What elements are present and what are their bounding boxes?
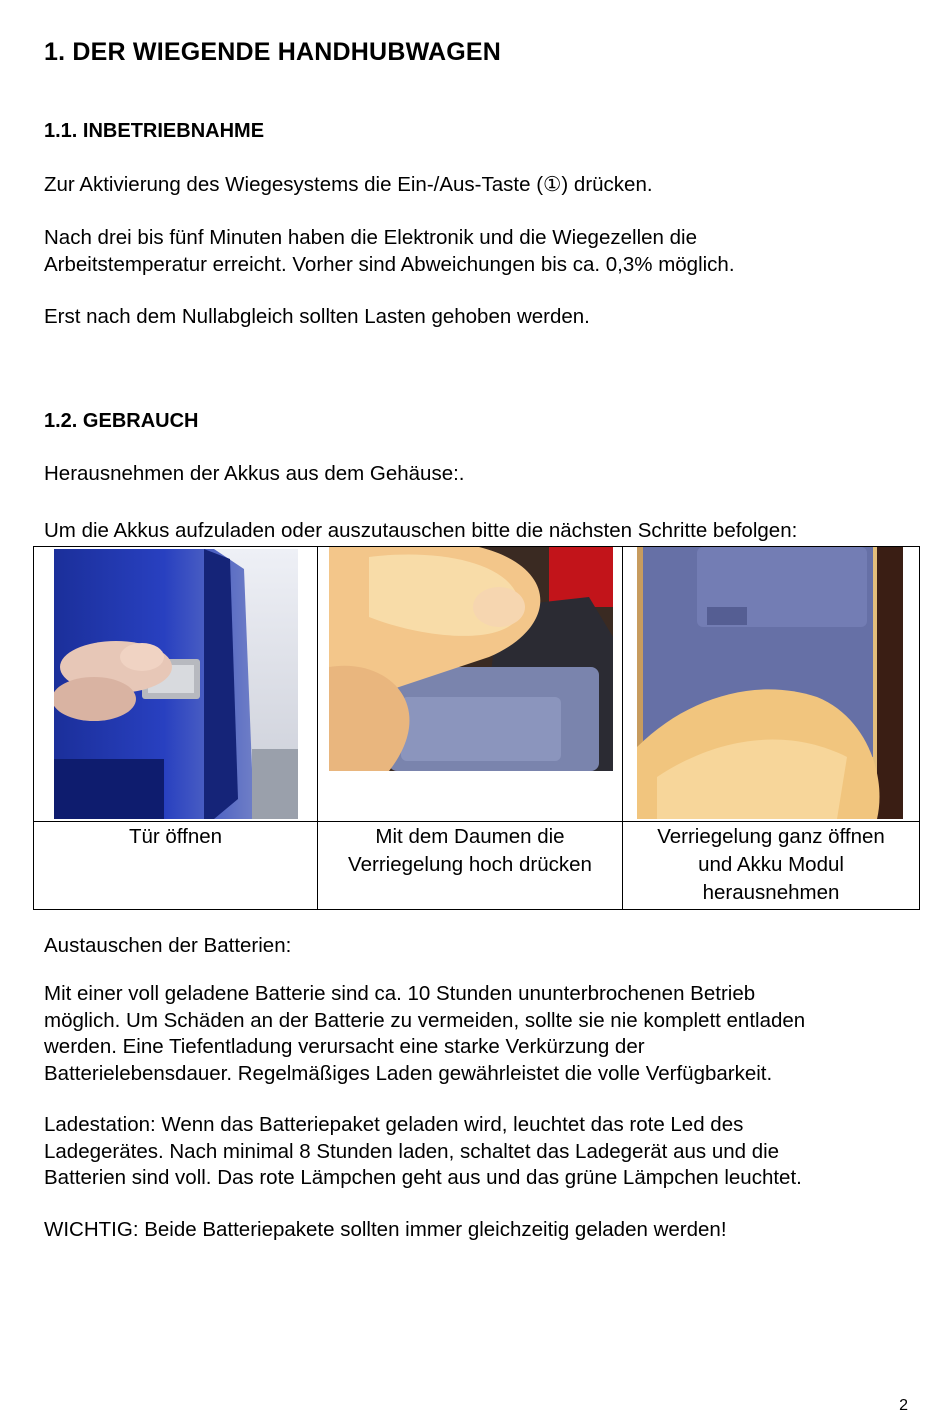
step-caption bbox=[623, 822, 920, 910]
step-photo-cell bbox=[318, 547, 623, 822]
caption-line: und Akku Modul bbox=[698, 853, 844, 876]
caption-line: herausnehmen bbox=[702, 881, 840, 904]
paragraph-remove-batteries: Herausnehmen der Akkus aus dem Gehäuse:. bbox=[44, 462, 465, 485]
page-title: 1. DER WIEGENDE HANDHUBWAGEN bbox=[44, 38, 502, 66]
text-line: Arbeitstemperatur erreicht. Vorher sind Abweichungen bis ca. 0,3% möglich. bbox=[44, 252, 735, 276]
text-line: Ladestation: Wenn das Batteriepaket geladen wird, leuchtet das rote Led des bbox=[44, 1113, 744, 1136]
paragraph-activation: Zur Aktivierung des Wiegesystems die Ein-/Aus-Taste (①) drücken. bbox=[44, 173, 653, 196]
section-heading-inbetriebnahme: 1.1. INBETRIEBNAHME bbox=[44, 120, 265, 142]
text-line: Mit einer voll geladene Batterie sind ca. 10 Stunden ununterbrochenen Betrieb bbox=[44, 982, 756, 1005]
text-line: möglich. Um Schäden an der Batterie zu vermeiden, sollte sie nie komplett entladen bbox=[44, 1008, 806, 1032]
caption-line: Mit dem Daumen die bbox=[375, 825, 565, 848]
text-line: Batterien sind voll. Das rote Lämpchen geht aus und das grüne Lämpchen leuchtet. bbox=[44, 1166, 802, 1189]
steps-table bbox=[33, 546, 920, 910]
step-photo-cell bbox=[34, 547, 318, 822]
paragraph-charging-station bbox=[44, 1112, 802, 1192]
step-caption bbox=[318, 822, 623, 910]
paragraph-zero-adjust: Erst nach dem Nullabgleich sollten Lasten gehoben werden. bbox=[44, 305, 590, 328]
step-caption bbox=[34, 822, 318, 910]
text-line: werden. Eine Tiefentladung verursacht eine starke Verkürzung der bbox=[44, 1035, 645, 1058]
caption-line: Verriegelung hoch drücken bbox=[348, 853, 592, 876]
photo-thumb-latch bbox=[329, 547, 613, 771]
step-photo-cell bbox=[623, 547, 920, 822]
page-number: 2 bbox=[899, 1397, 908, 1414]
paragraph-warmup bbox=[44, 225, 735, 278]
subheading-batteries: Austauschen der Batterien: bbox=[44, 934, 292, 957]
paragraph-important: WICHTIG: Beide Batteriepakete sollten immer gleichzeitig geladen werden! bbox=[44, 1218, 727, 1241]
section-heading-gebrauch: 1.2. GEBRAUCH bbox=[44, 410, 199, 432]
caption-line: Verriegelung ganz öffnen bbox=[657, 825, 885, 848]
paragraph-battery-runtime bbox=[44, 981, 805, 1087]
text-line: Nach drei bis fünf Minuten haben die Elektronik und die Wiegezellen die bbox=[44, 226, 697, 249]
photo-remove-module bbox=[637, 547, 903, 819]
text-line: Batterielebensdauer. Regelmäßiges Laden gewährleistet die volle Verfügbarkeit. bbox=[44, 1061, 773, 1085]
paragraph-steps-intro: Um die Akkus aufzuladen oder auszutauschen bitte die nächsten Schritte befolgen: bbox=[44, 519, 798, 542]
photo-door-open bbox=[54, 549, 298, 819]
caption-line: Tür öffnen bbox=[128, 825, 223, 848]
text-line: Ladegerätes. Nach minimal 8 Stunden laden, schaltet das Ladegerät aus und die bbox=[44, 1139, 780, 1163]
